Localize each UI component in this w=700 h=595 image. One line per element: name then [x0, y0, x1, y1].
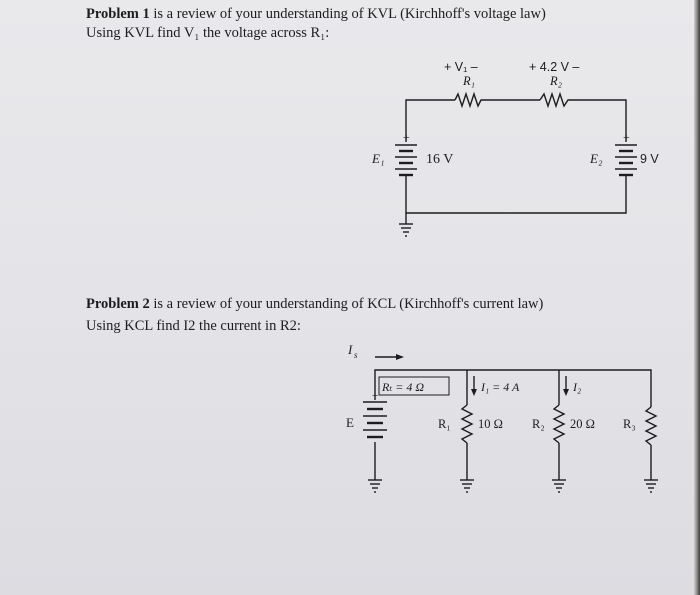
e2-plus-sign: +: [623, 130, 630, 144]
ground-icon: [399, 224, 413, 236]
r1-vertical-resistor: [462, 405, 472, 443]
problem2-heading-bold: Problem 2: [86, 296, 150, 312]
e1-battery: [395, 145, 417, 175]
i2-current-arrow: [563, 376, 569, 396]
r3-vertical-resistor: [646, 407, 656, 445]
r2-label: R₂: [550, 74, 562, 88]
problem2-heading-rest: is a review of your understanding of KCL (Kirchhoff's current law): [149, 296, 544, 312]
r2-resistor: [540, 94, 572, 106]
is-current-arrow: [375, 354, 404, 360]
e1-value: 16 V: [426, 152, 454, 167]
v2-label: + 4.2 V –: [529, 60, 580, 74]
i1-current-arrow: [471, 376, 477, 396]
e2-battery: [615, 145, 637, 175]
e1-plus-sign: +: [403, 130, 410, 144]
e-plus-sign: +: [372, 390, 379, 402]
problem1-heading-rest: is a review of your understanding of KVL (Kirchhoff's voltage law): [149, 6, 546, 22]
r2-value: 20 Ω: [570, 417, 595, 431]
r3-label: R₃: [623, 417, 636, 431]
r1-resistor: [455, 94, 484, 106]
r1-label: R₁: [463, 74, 475, 88]
e2-label: E₂: [590, 151, 603, 166]
r1-value: 10 Ω: [478, 417, 503, 431]
v1-label: + V₁ –: [444, 60, 478, 74]
r1-label: R₁: [438, 417, 451, 431]
problem2-instruction: Using KCL find I2 the current in R2:: [86, 318, 301, 334]
rt-label: Rₜ = 4 Ω: [382, 380, 425, 394]
e2-value: 9 V: [640, 152, 659, 166]
ground-icon: [552, 480, 566, 492]
ground-icon: [644, 480, 658, 492]
problem1-heading-bold: Problem 1: [86, 6, 150, 22]
problem1-instruction: Using KVL find V₁ the voltage across R₁:: [86, 25, 330, 41]
e-battery: [363, 402, 387, 437]
is-label: I: [348, 342, 353, 357]
is-subscript: s: [354, 350, 358, 360]
e1-label: E₁: [372, 151, 385, 166]
i1-label: I₁ = 4 A: [481, 380, 520, 394]
r2-label: R₂: [532, 417, 545, 431]
r2-vertical-resistor: [554, 405, 564, 443]
ground-icon: [368, 480, 382, 492]
e-label: E: [346, 415, 354, 430]
ground-icon: [460, 480, 474, 492]
i2-label: I₂: [573, 380, 582, 394]
